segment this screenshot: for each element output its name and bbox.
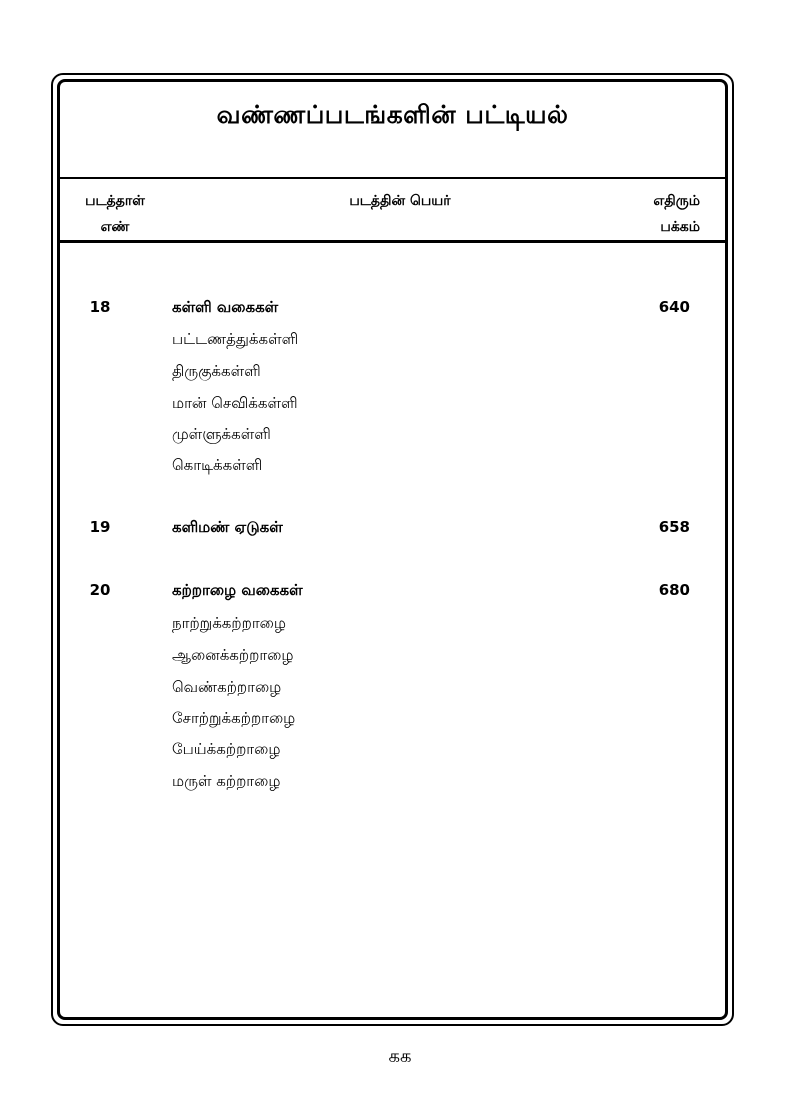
plate-title: கள்ளி வகைகள் (172, 298, 279, 316)
plate-number: 19 (89, 518, 111, 536)
sub-item: ஆனைக்கற்றாழை (172, 646, 294, 664)
column-header-plate-number (80, 188, 150, 240)
plate-number: 18 (89, 298, 111, 316)
sub-item: மான் செவிக்கள்ளி (172, 394, 298, 412)
plate-title: களிமண் ஏடுகள் (172, 518, 283, 536)
page-title: வண்ணப்படங்களின் பட்டியல் (216, 100, 569, 129)
sub-item: கொடிக்கள்ளி (172, 456, 263, 474)
sub-item: பட்டணத்துக்கள்ளி (172, 330, 299, 348)
plate-number: 20 (89, 581, 111, 599)
header-rule-top (60, 177, 725, 179)
sub-item: வெண்கற்றாழை (172, 678, 282, 696)
page-number: 680 (658, 581, 690, 599)
page-number: 658 (658, 518, 690, 536)
sub-item: மருள் கற்றாழை (172, 772, 281, 790)
column-header-page-line2: பக்கம் (660, 219, 700, 235)
column-header-page-line1: எதிரும் (653, 193, 700, 209)
sub-item: முள்ளுக்கள்ளி (172, 425, 271, 443)
column-header-plate-number-line1: படத்தாள் (85, 193, 145, 209)
column-header-name: படத்தின் பெயர் (349, 193, 451, 209)
page-border-inner (57, 79, 728, 1020)
plate-title: கற்றாழை வகைகள் (172, 581, 303, 599)
sub-item: திருகுக்கள்ளி (172, 362, 261, 380)
column-header-page (630, 188, 700, 240)
sub-item: நாற்றுக்கற்றாழை (172, 614, 286, 632)
page-number: 640 (658, 298, 690, 316)
header-rule-bottom (60, 240, 725, 243)
page-folio: கக (388, 1046, 412, 1067)
sub-item: சோற்றுக்கற்றாழை (172, 709, 296, 727)
sub-item: பேய்க்கற்றாழை (172, 740, 281, 758)
column-header-plate-number-line2: எண் (100, 219, 130, 235)
